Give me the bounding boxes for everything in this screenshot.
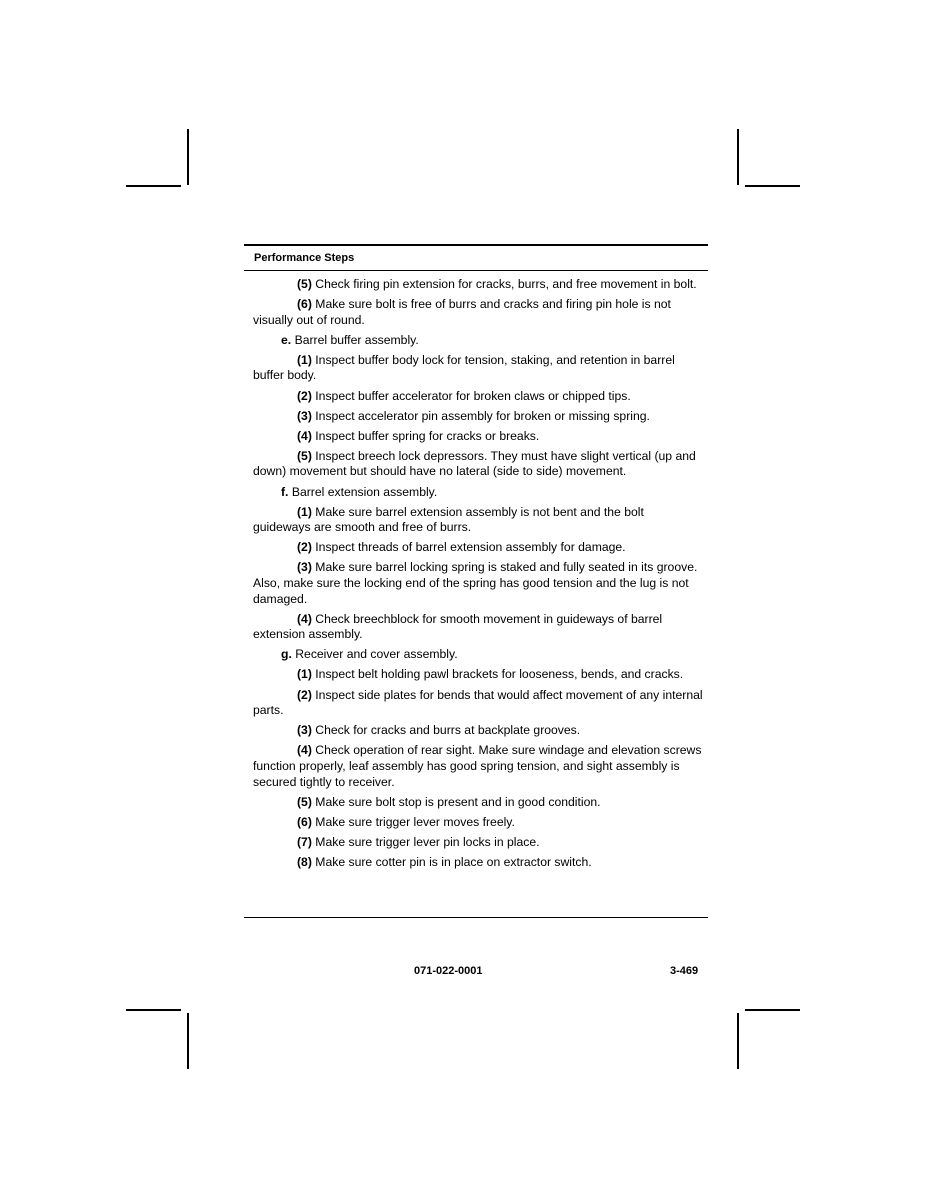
step-paragraph bbox=[244, 560, 708, 607]
crop-mark-top-left-horizontal bbox=[126, 185, 181, 187]
step-number: (5) bbox=[297, 794, 312, 809]
step-number: (7) bbox=[297, 834, 312, 849]
step-paragraph bbox=[244, 855, 708, 871]
step-paragraph bbox=[244, 815, 708, 831]
step-paragraph bbox=[244, 688, 708, 719]
step-number: (3) bbox=[297, 560, 312, 575]
step-text: Make sure barrel locking spring is staked and fully seated in its groove. Also, make sure the locking end of the spring has good tension and the lug is not damaged. bbox=[253, 560, 698, 606]
step-paragraph bbox=[244, 540, 708, 556]
step-paragraph bbox=[244, 277, 708, 293]
step-number: (1) bbox=[297, 504, 312, 519]
step-paragraph bbox=[244, 353, 708, 384]
step-text: Make sure cotter pin is in place on extractor switch. bbox=[315, 854, 592, 869]
step-paragraph bbox=[244, 647, 708, 663]
step-number: e. bbox=[281, 332, 292, 347]
step-number: (4) bbox=[297, 743, 312, 758]
step-paragraph bbox=[244, 612, 708, 643]
step-paragraph bbox=[244, 505, 708, 536]
step-text: Check for cracks and burrs at backplate grooves. bbox=[315, 723, 581, 738]
step-number: f. bbox=[281, 484, 289, 499]
step-paragraph bbox=[244, 333, 708, 349]
step-text: Inspect buffer body lock for tension, staking, and retention in barrel buffer body. bbox=[253, 352, 675, 383]
step-text: Make sure trigger lever pin locks in place. bbox=[315, 834, 540, 849]
step-paragraph bbox=[244, 449, 708, 480]
step-text: Barrel extension assembly. bbox=[291, 484, 438, 499]
step-text: Check operation of rear sight. Make sure windage and elevation screws function properly, leaf assembly has good spring tension, and sight assembly is secured tightly to receiver. bbox=[253, 743, 702, 789]
section-bottom-rule bbox=[244, 917, 708, 918]
step-text: Inspect belt holding pawl brackets for looseness, bends, and cracks. bbox=[315, 667, 684, 682]
step-paragraph bbox=[244, 297, 708, 328]
crop-mark-top-right-vertical bbox=[737, 129, 739, 185]
step-number: (3) bbox=[297, 723, 312, 738]
step-paragraph bbox=[244, 409, 708, 425]
step-paragraph bbox=[244, 429, 708, 445]
crop-mark-bottom-right-horizontal bbox=[745, 1009, 800, 1011]
step-number: (2) bbox=[297, 540, 312, 555]
step-text: Inspect buffer accelerator for broken claws or chipped tips. bbox=[315, 388, 631, 403]
step-number: (1) bbox=[297, 667, 312, 682]
step-text: Check breechblock for smooth movement in guideways of barrel extension assembly. bbox=[253, 611, 663, 642]
step-text: Barrel buffer assembly. bbox=[294, 332, 419, 347]
step-number: (5) bbox=[297, 277, 312, 291]
page-number: 3-469 bbox=[670, 965, 699, 977]
step-text: Receiver and cover assembly. bbox=[295, 647, 458, 662]
step-text: Make sure bolt stop is present and in good condition. bbox=[315, 794, 601, 809]
step-text: Make sure trigger lever moves freely. bbox=[315, 814, 515, 829]
step-number: (2) bbox=[297, 687, 312, 702]
step-text: Inspect side plates for bends that would affect movement of any internal parts. bbox=[253, 687, 703, 718]
steps-list bbox=[244, 277, 708, 871]
step-text: Inspect breech lock depressors. They must have slight vertical (up and down) movement but should have no lateral (side to side) movement. bbox=[253, 448, 696, 479]
crop-mark-top-left-vertical bbox=[187, 129, 189, 185]
section-header: Performance Steps bbox=[254, 252, 355, 264]
step-text: Inspect threads of barrel extension assembly for damage. bbox=[315, 540, 626, 555]
step-number: (6) bbox=[297, 814, 312, 829]
step-text: Check firing pin extension for cracks, burrs, and free movement in bolt. bbox=[315, 277, 697, 291]
step-number: (6) bbox=[297, 297, 312, 312]
step-text: Make sure bolt is free of burrs and cracks and firing pin hole is not visually out of round. bbox=[253, 297, 671, 327]
step-paragraph bbox=[244, 743, 708, 790]
step-paragraph bbox=[244, 389, 708, 405]
step-number: (5) bbox=[297, 448, 312, 463]
crop-mark-bottom-left-vertical bbox=[187, 1013, 189, 1069]
step-number: (4) bbox=[297, 428, 312, 443]
performance-steps-section bbox=[244, 244, 708, 875]
step-text: Make sure barrel extension assembly is not bent and the bolt guideways are smooth and free of burrs. bbox=[253, 504, 644, 535]
crop-mark-bottom-right-vertical bbox=[737, 1013, 739, 1069]
step-paragraph bbox=[244, 835, 708, 851]
step-paragraph bbox=[244, 485, 708, 501]
step-paragraph bbox=[244, 723, 708, 739]
step-number: g. bbox=[281, 647, 292, 662]
step-number: (4) bbox=[297, 611, 312, 626]
crop-mark-top-right-horizontal bbox=[745, 185, 800, 187]
step-text: Inspect accelerator pin assembly for broken or missing spring. bbox=[315, 408, 650, 423]
crop-mark-bottom-left-horizontal bbox=[126, 1009, 181, 1011]
header-bottom-rule bbox=[244, 270, 708, 271]
step-paragraph bbox=[244, 795, 708, 811]
step-number: (1) bbox=[297, 352, 312, 367]
step-text: Inspect buffer spring for cracks or breaks. bbox=[315, 428, 540, 443]
step-number: (3) bbox=[297, 408, 312, 423]
document-number: 071-022-0001 bbox=[414, 965, 483, 977]
step-number: (8) bbox=[297, 854, 312, 869]
step-paragraph bbox=[244, 667, 708, 683]
step-number: (2) bbox=[297, 388, 312, 403]
